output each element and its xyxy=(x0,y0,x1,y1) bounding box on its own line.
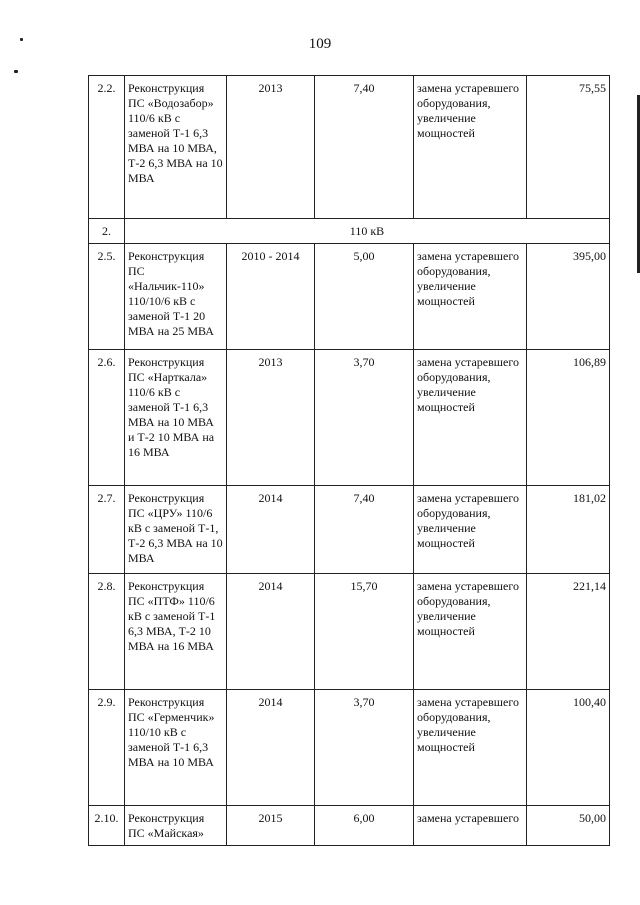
project-name-cell: Реконструкция ПС «Водозабор» 110/6 кВ с заменой Т-1 6,3 МВА на 10 МВА, Т-2 6,3 МВА на 10 МВА xyxy=(125,76,227,219)
page-number: 109 xyxy=(308,36,332,52)
project-name-cell: Реконструкция ПС «ЦРУ» 110/6 кВ с заменой Т-1, Т-2 6,3 МВА на 10 МВА xyxy=(125,486,227,574)
row-number-cell: 2.8. xyxy=(89,574,125,690)
row-number-cell: 2.7. xyxy=(89,486,125,574)
reason-cell: замена устаревшего оборудования, увеличение мощностей xyxy=(414,244,527,350)
reason-cell: замена устаревшего оборудования, увеличение мощностей xyxy=(414,574,527,690)
table-row xyxy=(89,806,610,846)
capacity-cell: 3,70 xyxy=(315,690,414,806)
row-number-cell: 2.2. xyxy=(89,76,125,219)
investment-table xyxy=(88,75,610,846)
capacity-cell: 15,70 xyxy=(315,574,414,690)
year-cell: 2014 xyxy=(227,574,315,690)
section-row xyxy=(89,219,610,244)
row-number-cell: 2.10. xyxy=(89,806,125,846)
reason-cell: замена устаревшего оборудования, увеличение мощностей xyxy=(414,76,527,219)
reason-cell: замена устаревшего оборудования, увеличение мощностей xyxy=(414,350,527,486)
project-name-cell: Реконструкция ПС «Герменчик» 110/10 кВ с заменой Т-1 6,3 МВА на 10 МВА xyxy=(125,690,227,806)
table-body xyxy=(89,76,610,846)
table-row xyxy=(89,244,610,350)
row-number-cell: 2.9. xyxy=(89,690,125,806)
cost-cell: 106,89 xyxy=(527,350,610,486)
table-row xyxy=(89,350,610,486)
year-cell: 2015 xyxy=(227,806,315,846)
project-name-cell: Реконструкция ПС «Нальчик-110» 110/10/6 кВ с заменой Т-1 20 МВА на 25 МВА xyxy=(125,244,227,350)
row-number-cell: 2.5. xyxy=(89,244,125,350)
scan-speck xyxy=(20,38,23,41)
cost-cell: 181,02 xyxy=(527,486,610,574)
year-cell: 2014 xyxy=(227,486,315,574)
row-number-cell: 2. xyxy=(89,219,125,244)
project-name-cell: Реконструкция ПС «Майская» xyxy=(125,806,227,846)
capacity-cell: 3,70 xyxy=(315,350,414,486)
table-row xyxy=(89,486,610,574)
capacity-cell: 7,40 xyxy=(315,76,414,219)
table-row xyxy=(89,76,610,219)
cost-cell: 75,55 xyxy=(527,76,610,219)
cost-cell: 100,40 xyxy=(527,690,610,806)
row-number-cell: 2.6. xyxy=(89,350,125,486)
year-cell: 2013 xyxy=(227,76,315,219)
table-row xyxy=(89,690,610,806)
year-cell: 2014 xyxy=(227,690,315,806)
project-name-cell: Реконструкция ПС «Нарткала» 110/6 кВ с заменой Т-1 6,3 МВА на 10 МВА и Т-2 10 МВА на 16 МВА xyxy=(125,350,227,486)
scan-speck xyxy=(14,70,18,73)
cost-cell: 395,00 xyxy=(527,244,610,350)
capacity-cell: 5,00 xyxy=(315,244,414,350)
year-cell: 2010 - 2014 xyxy=(227,244,315,350)
year-cell: 2013 xyxy=(227,350,315,486)
table-row xyxy=(89,574,610,690)
reason-cell: замена устаревшего оборудования, увеличение мощностей xyxy=(414,486,527,574)
reason-cell: замена устаревшего xyxy=(414,806,527,846)
project-name-cell: Реконструкция ПС «ПТФ» 110/6 кВ с заменой Т-1 6,3 МВА, Т-2 10 МВА на 16 МВА xyxy=(125,574,227,690)
capacity-cell: 7,40 xyxy=(315,486,414,574)
cost-cell: 50,00 xyxy=(527,806,610,846)
reason-cell: замена устаревшего оборудования, увеличение мощностей xyxy=(414,690,527,806)
capacity-cell: 6,00 xyxy=(315,806,414,846)
cost-cell: 221,14 xyxy=(527,574,610,690)
section-title-cell: 110 кВ xyxy=(125,219,610,244)
